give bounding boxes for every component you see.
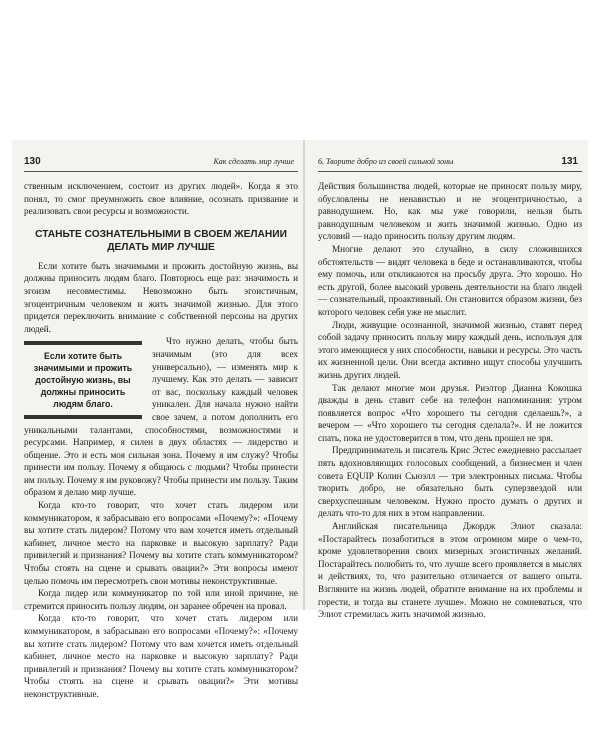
right-page-header [318,154,580,170]
paragraph: Английская писательница Джордж Элиот сказала: «Постарайтесь позаботиться в этом огромном мире о чем-то, кроме удовлетворения своих мизерных эгоистичных желаний. Постарайтесь полюбить то, что лучше всего проявляется в мыслях и действиях, то, что разительно отличается от вашего опыта. Взгляните на жизнь людей, обратите внимание на их проблемы и горести, и тогда вы станете лучше». Можно не сомневаться, что Элиот стремилась жить значимой жизнью. [318,521,582,620]
paragraph: Когда лидер или коммуникатор по той или иной причине, не стремится приносить пользу людям, он заранее обречен на провал. [24,588,298,611]
book-spread [12,140,588,699]
paragraph: Люди, живущие осознанной, значимой жизнью, ставят перед собой задачу приносить пользу миру каждый день, используя для этого имеющиеся у них способности, навыки и ресурсы. Это часть их жизненной цели. Они всегда активно ищут способы улучшить жизнь других людей. [318,319,582,380]
paragraph: Многие делают это случайно, в силу сложившихся обстоятельств — видят человека в беде и останавливаются, чтобы ему помочь, или откликаются на просьбу друга. Это хорошо. Но есть другой, более высокий уровень деятельности на благо людей — сознательный, проактивный. Он становится образом жизни, без которого человек себя уже не мыслит. [318,243,582,317]
paragraph: ственным исключением, состоит из других людей». Когда я это понял, то смог преумножить свое влияние, осознать призвание и реализовать свои ресурсы и возможности. [24,181,298,217]
header-rule [24,171,298,172]
pull-quote-text: Если хотите быть значимыми и прожить достойную жизнь, вы должны приносить людям благо. [33,351,133,410]
running-head: Как сделать мир лучше [213,157,294,166]
paragraph: Так делают многие мои друзья. Риэлтор Дианна Кокошка дважды в день ставит себе на телефон напоминания: утром появляется вопрос «Что хорошего ты сегодня сделаешь?», а вечером — «Что хорошего ты сегодня сделала?». И не ложится спать, пока не удостоверится в том, что день прошел не зря. [318,382,582,443]
pull-quote [24,341,142,419]
right-page-body [318,180,582,621]
paragraph: Предприниматель и писатель Крис Эстес ежедневно рассылает пять вдохновляющих голосовых сообщений, а бизнесмен и член совета EQUIP Колин Сьюэлл — три электронных письма. Чтобы творить добро, не обязательно быть суперзвездой или сверхуспешным человеком. Нужно просто думать о других и делать что-то для них в этом направлении. [318,445,582,519]
running-head: 6. Творите добро из своей сильной зоны [318,157,454,166]
right-page [304,140,588,620]
paragraph: Когда кто-то говорит, что хочет стать лидером или коммуникатором, я забрасываю его вопросами «Почему?»: «Почему вы хотите стать лидером? Потому что вам хочется иметь отдельный кабинет, личное место на парковке и высокую зарплату? Ради привилегий и признания? Почему вы хотите стать коммуникатором? Чтобы стоять на сцене и срывать овации?» Эти вопросы имеют целью помочь им пересмотреть свои мотивы неконструктивные. [24,500,298,586]
left-page-header [24,154,296,170]
paragraph: Когда кто-то говорит, что хочет стать лидером или коммуникатором, я забрасываю его вопросами «Почему?»: «Почему вы хотите стать лидером? Потому что вам хочется иметь отдельный кабинет, личное место на парковке и высокую зарплату? Ради привилегий и признания? Почему вы хотите стать коммуникатором? Чтобы стоять на сцене и срывать овации?» Эти мотивы неконструктивные. [24,613,298,699]
left-page [12,140,304,699]
paragraph: Действия большинства людей, которые не приносят пользу миру, обусловлены не ненавистью и не эгоцентричностью, а равнодушием. Но, как мы уже говорили, нельзя быть равнодушным человеком и жить значимой жизнью. Одно из условий — надо приносить пользу другим людям. [318,181,582,242]
pull-quote-bar-bottom [24,415,142,419]
page-number: 130 [24,156,41,167]
paragraph: Если хотите быть значимыми и прожить достойную жизнь, вы должны приносить людям благо. Повторюсь еще раз: значимость и эгоизм несовместимы. Невозможно быть эгоистичным, эгоцентричным человеком и жить значимой жизнью. Для этого придется переключить внимание с собственной персоны на других людей. [24,260,298,334]
paragraph: Что нужно делать, чтобы быть значимым (это для всех универсально), — изменять мир к лучшему. Как это делать — зависит от вас, поскольку каждый человек уникален. Для начала нужно найти свое зачем, а потом дополнить его уникальными талантами, способностями, возможностями и ресурсами. Например, я силен в двух областях — лидерство и общение. Это и есть моя сильная зона. Почему я им служу? Чтобы принести им пользу. Почему я общаюсь с людьми? Чтобы принести им пользу. Почему я им руковожу? Чтобы принести им пользу. Таким образом я делаю мир лучше. [24,336,298,498]
header-rule [318,171,582,172]
left-page-body [24,180,298,701]
section-heading: СТАНЬТЕ СОЗНАТЕЛЬНЫМИ В СВОЕМ ЖЕЛАНИИ ДЕЛАТЬ МИР ЛУЧШЕ [35,228,287,253]
page-number: 131 [561,156,578,167]
